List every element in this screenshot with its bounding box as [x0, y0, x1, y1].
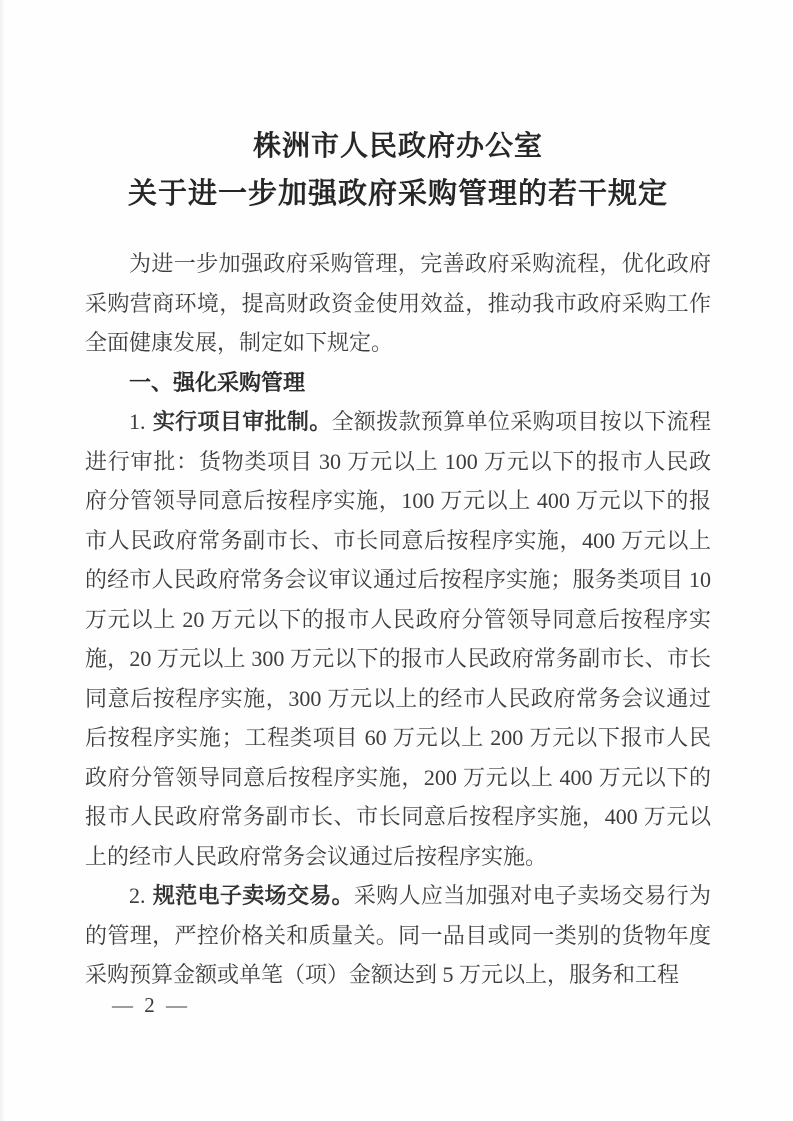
intro-paragraph: 为进一步加强政府采购管理，完善政府采购流程，优化政府采购营商环境，提高财政资金使用效益，推动我市政府采购工作全面健康发展，制定如下规定。: [85, 251, 711, 355]
item-body: 采购人应当加强对电子卖场交易行为的管理，严控价格关和质量关。同一品目或同一类别的货物年度采购预算金额或单笔（项）金额达到 5 万元以上，服务和工程: [85, 883, 711, 987]
page-number: — 2 —: [112, 993, 190, 1017]
doc-title-line2: 关于进一步加强政府采购管理的若干规定: [127, 178, 668, 210]
item-paragraph-1: [85, 402, 711, 876]
item-body: 全额拨款预算单位采购项目按以下流程进行审批：货物类项目 30 万元以上 100 万元以下的报市人民政府分管领导同意后按程序实施，100 万元以上 400 万元以下的报市人民政府常务副市长、市长同意后按程序实施，400 万元以上的经市人民政府常务会议审议通过后按程序实施；服务类项目 10 万元以上 20 万元以下的报市人民政府分管领导同意后按程序实施，20 万元以上 300 万元以下的报市人民政府常务副市长、市长同意后按程序实施，300 万元以上的经市人民政府常务会议通过后按程序实施；工程类项目 60 万元以上 200 万元以下报市人民政府分管领导同意后按程序实施，200 万元以上 400 万元以下的报市人民政府常务副市长、市长同意后按程序实施，400 万元以上的经市人民政府常务会议通过后按程序实施。: [85, 409, 711, 869]
item-paragraph-2: [85, 876, 711, 995]
document-content: [85, 0, 711, 995]
item-number: 2.: [129, 883, 146, 908]
item-number: 1.: [129, 409, 146, 434]
item-lead: 规范电子卖场交易。: [152, 883, 354, 908]
document-body: [85, 244, 711, 995]
doc-title-line1: 株洲市人民政府办公室: [252, 131, 543, 162]
section-heading: 一、强化采购管理: [129, 369, 306, 395]
item-lead: 实行项目审批制。: [152, 409, 332, 434]
